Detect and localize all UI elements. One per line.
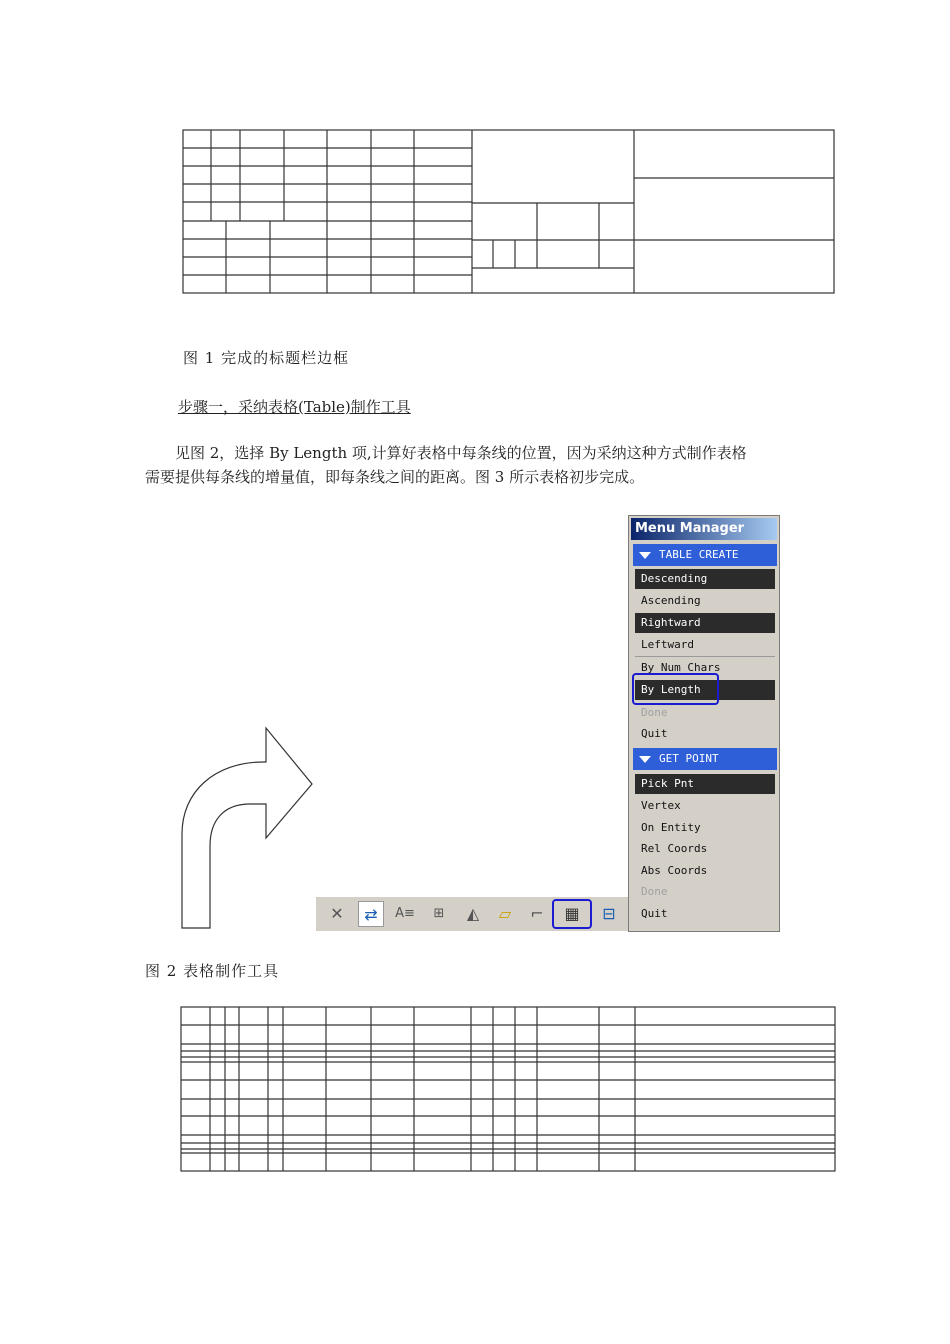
section-get-point[interactable]: GET POINT bbox=[633, 748, 777, 770]
table-update-icon[interactable]: ⊟ bbox=[602, 904, 616, 923]
menu-separator bbox=[635, 656, 775, 657]
regenerate-icon[interactable]: ⇄ bbox=[358, 901, 384, 927]
figure-1-caption: 图 1 完成的标题栏边框 bbox=[183, 349, 350, 367]
menu-item-pick-pnt[interactable]: Pick Pnt bbox=[635, 774, 775, 794]
close-icon[interactable]: ✕ bbox=[330, 904, 344, 923]
table-icon[interactable]: ▦ bbox=[564, 904, 580, 923]
curved-arrow-icon bbox=[178, 722, 318, 932]
menu-item-by-num-chars[interactable]: By Num Chars bbox=[641, 661, 721, 674]
menu-item-done: Done bbox=[641, 706, 668, 719]
menu-item-leftward[interactable]: Leftward bbox=[641, 638, 694, 651]
step-1-heading: 步骤一，采纳表格(Table)制作工具 bbox=[178, 398, 411, 416]
menu-item-rel-coords[interactable]: Rel Coords bbox=[641, 842, 708, 855]
table-grid bbox=[178, 1004, 840, 1176]
menu-manager-panel bbox=[628, 515, 780, 932]
instruction-paragraph bbox=[145, 441, 825, 489]
menu-item-on-entity[interactable]: On Entity bbox=[641, 821, 701, 834]
section-table-create[interactable]: TABLE CREATE bbox=[633, 544, 777, 566]
by-length-highlight bbox=[632, 673, 719, 705]
toolbar bbox=[316, 897, 628, 931]
chevron-down-icon bbox=[639, 552, 651, 559]
paragraph-line-1: 见图 2，选择 By Length 项,计算好表格中每条线的位置，因为采纳这种方式制作表格 bbox=[175, 444, 747, 462]
snap-icon[interactable]: ⌐ bbox=[530, 904, 544, 923]
drawing-icon[interactable]: ◭ bbox=[466, 904, 480, 923]
menu-item-quit[interactable]: Quit bbox=[641, 727, 668, 740]
open-folder-icon[interactable]: ▱ bbox=[498, 904, 512, 923]
menu-item-abs-coords[interactable]: Abs Coords bbox=[641, 864, 708, 877]
menu-item-by-length[interactable]: By Length bbox=[635, 680, 775, 700]
menu-manager-title: Menu Manager bbox=[631, 518, 777, 540]
menu-item-ascending[interactable]: Ascending bbox=[641, 594, 701, 607]
text-style-icon[interactable]: A≡ bbox=[395, 906, 415, 921]
menu-item-quit[interactable]: Quit bbox=[641, 907, 668, 920]
menu-item-descending[interactable]: Descending bbox=[635, 569, 775, 589]
figure-2-caption: 图 2 表格制作工具 bbox=[145, 962, 280, 980]
menu-item-rightward[interactable]: Rightward bbox=[635, 613, 775, 633]
chevron-down-icon bbox=[639, 756, 651, 763]
menu-item-done: Done bbox=[641, 885, 668, 898]
dimension-icon[interactable]: ⊞ bbox=[433, 906, 445, 921]
menu-item-vertex[interactable]: Vertex bbox=[641, 799, 681, 812]
paragraph-line-2: 需要提供每条线的增量值，即每条线之间的距离。图 3 所示表格初步完成。 bbox=[145, 468, 645, 486]
title-block-frame bbox=[180, 128, 838, 298]
